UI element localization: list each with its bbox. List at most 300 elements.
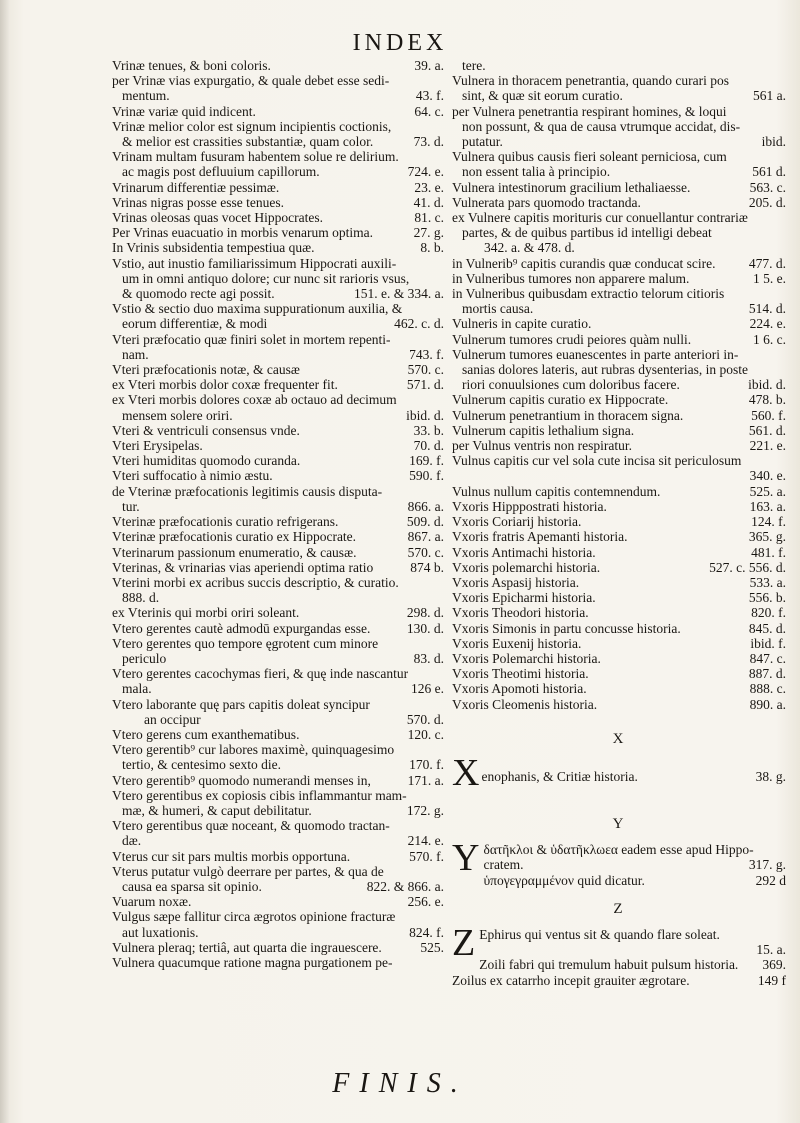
index-entry-text: Vterinæ præfocationis curatio refrigerans. — [112, 514, 339, 530]
index-entry — [112, 286, 444, 301]
index-entry — [112, 88, 444, 103]
index-entry-text: Vxoris Hipppostrati historia. — [452, 498, 607, 514]
index-entry-ref: ibid. d. — [748, 377, 786, 393]
index-entry-ref: 477. d. — [748, 255, 786, 271]
index-entry — [452, 149, 786, 164]
index-entry-ref: 527. c. 556. d. — [709, 559, 786, 575]
index-entry-text: Vuarum noxæ. — [112, 894, 192, 910]
index-entry-text: Vteri præfocationis notæ, & causæ — [112, 362, 300, 378]
index-entry-text: Vtero laborante quę pars capitis doleat syncipur — [112, 696, 370, 712]
index-entry-ref: 70. d. — [413, 438, 444, 454]
index-entry — [112, 879, 444, 894]
index-entry-text: per Vulnus ventris non respiratur. — [452, 438, 633, 454]
index-entry-ref: 317. g. — [748, 857, 786, 873]
index-entry-ref: 130. d. — [406, 620, 444, 636]
index-entry — [112, 666, 444, 681]
index-entry-ref: ibid. d. — [406, 407, 444, 423]
index-entry — [452, 316, 786, 331]
index-entry-text: mortis causa. — [462, 301, 534, 317]
index-entry-ref: 170. f. — [409, 757, 444, 773]
index-entry — [452, 180, 786, 195]
index-entry-text: mæ, & humeri, & caput debilitatur. — [122, 802, 312, 818]
index-entry-text: Vxoris Euxenij historia. — [452, 635, 582, 651]
index-entry-ref: 509. d. — [406, 514, 444, 530]
index-entry-text: 888. d. — [122, 590, 160, 606]
index-entry-text: Vtero gerentib⁹ cur labores maximè, quinquagesimo — [112, 742, 395, 758]
index-entry-text: de Vterinæ præfocationis legitimis causis disputa- — [112, 483, 383, 499]
index-entry-text: eorum differentiæ, & modi — [122, 316, 268, 332]
index-entry-text: aut luxationis. — [122, 924, 199, 940]
index-entry — [112, 499, 444, 514]
index-entry — [112, 621, 444, 636]
index-entry-ref: 571. d. — [406, 377, 444, 393]
index-entry-ref: 340. e. — [749, 468, 786, 484]
index-entry — [452, 377, 786, 392]
index-entry — [112, 164, 444, 179]
index-entry-ref: 15. a. — [756, 942, 786, 958]
index-entry-text: nam. — [122, 346, 149, 362]
index-entry-ref: 874 b. — [410, 559, 444, 575]
index-entry-ref: 824. f. — [409, 924, 444, 940]
index-entry — [452, 666, 786, 681]
index-entry-text: Vulnerum capitis lethalium signa. — [452, 422, 635, 438]
index-entry-text: Vrinæ melior color est signum incipientis coctionis, — [112, 118, 392, 134]
index-entry — [452, 468, 786, 483]
index-entry-ref: 887. d. — [748, 666, 786, 682]
index-entry — [112, 788, 444, 803]
section-z-entry — [452, 927, 786, 988]
index-entry-ref: 214. e. — [407, 833, 444, 849]
index-entry-text: Vrinam multam fusuram habentem solue re delirium. — [112, 149, 399, 165]
index-entry — [452, 332, 786, 347]
index-entry-ref: 563. c. — [749, 179, 786, 195]
index-entry — [452, 529, 786, 544]
index-entry-text: riori conuulsiones cum doloribus facere. — [462, 377, 680, 393]
index-entry-ref: 525. a. — [749, 483, 786, 499]
section-letter-x: X — [612, 730, 626, 747]
index-entry-ref: 570. d. — [406, 711, 444, 727]
index-entry-text: Vulnerum penetrantium in thoracem signa. — [452, 407, 684, 423]
index-entry-text: an occipur — [144, 711, 201, 727]
finis-colophon: FINIS. — [332, 1068, 468, 1099]
index-entry-ref: 149 f — [757, 972, 786, 988]
index-entry-text: δατῆκλοι & ὑδατῆκλωεα eadem esse apud Hippo- — [483, 842, 754, 858]
index-entry — [112, 605, 444, 620]
index-entry-ref: 41. d. — [413, 194, 444, 210]
index-entry-text: Vxoris fratris Apemanti historia. — [452, 529, 628, 545]
index-entry-ref: 73. d. — [413, 134, 444, 150]
index-entry-ref: 205. d. — [748, 194, 786, 210]
index-entry — [112, 894, 444, 909]
drop-cap-y: Y — [452, 842, 480, 880]
index-entry-ref: 221. e. — [749, 438, 786, 454]
drop-cap-x: X — [452, 756, 480, 789]
index-entry-ref: 64. c. — [414, 103, 444, 119]
index-entry — [452, 210, 786, 225]
index-entry — [112, 909, 444, 924]
index-entry — [452, 240, 786, 255]
index-entry-text: Vterus putatur vulgò deerrare per partes, & qua de — [112, 863, 384, 879]
index-entry-ref: ibid. — [761, 134, 786, 150]
index-entry-text: Vulnerum capitis curatio ex Hippocrate. — [452, 392, 669, 408]
index-entry-ref: 845. d. — [748, 620, 786, 636]
index-entry-ref: 561 d. — [752, 164, 786, 180]
index-entry-text: in Vulneribus quibusdam extractio telorum citioris — [452, 286, 725, 302]
index-entry-text: ex Vteri morbis dolor coxæ frequenter fit. — [112, 377, 338, 393]
index-entry — [112, 757, 444, 772]
index-entry — [452, 651, 786, 666]
index-entry-text: Zoilus ex catarrho incepit grauiter ægrotare. — [452, 972, 690, 988]
index-entry-ref: 514. d. — [748, 301, 786, 317]
index-entry — [112, 362, 444, 377]
index-entry — [112, 697, 444, 712]
index-entry — [112, 225, 444, 240]
index-entry — [452, 362, 786, 377]
index-entry-ref: 525. — [420, 939, 444, 955]
page-binding-edge — [0, 0, 10, 1123]
index-entry — [452, 499, 786, 514]
index-entry-text: Vterus cur sit pars multis morbis opportuna. — [112, 848, 351, 864]
index-entry-text: Per Vrinas euacuatio in morbis venarum optima. — [112, 225, 374, 241]
index-entries-right — [452, 58, 786, 712]
index-entry-ref: 120. c. — [407, 726, 444, 742]
index-entry-ref: 23. e. — [414, 179, 444, 195]
index-entry-text: & quomodo recte agi possit. — [122, 286, 275, 302]
index-entry — [112, 651, 444, 666]
index-entry — [112, 347, 444, 362]
index-entry-ref: 478. b. — [748, 392, 786, 408]
index-entry-ref: 570. f. — [409, 848, 444, 864]
index-entry — [112, 423, 444, 438]
index-entry-text: Vulnera quacumque ratione magna purgationem pe- — [112, 954, 393, 970]
section-letter-y: Y — [612, 815, 626, 832]
index-entry — [112, 742, 444, 757]
index-entry-ref: 1 5. e. — [753, 270, 786, 286]
index-entry-ref: 590. f. — [409, 468, 444, 484]
index-entry — [452, 195, 786, 210]
index-entry — [452, 73, 786, 88]
index-entry-text: Vterinæ præfocationis curatio ex Hippocrate. — [112, 529, 357, 545]
index-entry-text: ac magis post defluuium capillorum. — [122, 164, 320, 180]
index-entry-ref: 83. d. — [413, 650, 444, 666]
index-entry — [112, 727, 444, 742]
index-entry — [112, 636, 444, 651]
index-entry — [112, 392, 444, 407]
index-entry — [112, 73, 444, 88]
index-entry-text: causa ea sparsa sit opinio. — [122, 878, 262, 894]
index-entry — [452, 438, 786, 453]
index-column-left — [112, 58, 444, 970]
index-entry — [112, 210, 444, 225]
index-entry-ref: 867. a. — [407, 529, 444, 545]
index-entry — [112, 681, 444, 696]
index-entry — [452, 681, 786, 696]
index-entry-text: Vtero gerentes cacochymas fieri, & quę inde nascantur — [112, 666, 409, 682]
index-entry-text: Ephirus qui ventus sit & quando flare soleat. — [479, 926, 720, 942]
index-entry — [112, 955, 444, 970]
index-entry — [112, 332, 444, 347]
index-entry-text: per Vulnera penetrantia respirant homines, & loqui — [452, 103, 727, 119]
index-entry-text: Vtero gerentibus quæ noceant, & quomodo tractan- — [112, 818, 390, 834]
index-entry-text: Vulgus sæpe fallitur circa ægrotos opinione fracturæ — [112, 909, 396, 925]
index-entry-text: sanias dolores lateris, aut rubras dysenterias, in poste — [462, 362, 749, 378]
index-entry — [452, 134, 786, 149]
index-entry — [452, 104, 786, 119]
index-entry-ref: 1 6. c. — [753, 331, 786, 347]
index-entry — [452, 605, 786, 620]
index-entry-text: Vrinas oleosas quas vocet Hippocrates. — [112, 210, 324, 226]
index-entry-text: per Vrinæ vias expurgatio, & quale debet esse sedi- — [112, 73, 390, 89]
section-letter-z: Z — [613, 900, 625, 917]
index-entry — [112, 545, 444, 560]
index-entry — [452, 621, 786, 636]
index-entry — [452, 590, 786, 605]
index-entry-text: Vtero gerentes quo tempore ęgrotent cum minore — [112, 635, 379, 651]
index-entry-ref: 38. g. — [755, 768, 786, 784]
index-entry — [452, 423, 786, 438]
index-entry — [452, 560, 786, 575]
index-entry-text: Vstio & sectio duo maxima suppurationum auxilia, & — [112, 301, 403, 317]
index-entry-text: Vxoris Simonis in partu concusse historia. — [452, 620, 681, 636]
index-entry-text: Vxoris Antimachi historia. — [452, 544, 596, 560]
index-entry — [112, 316, 444, 331]
index-entry — [112, 104, 444, 119]
index-entry-text: Vtero gerentibus ex copiosis cibis inflammantur mam- — [112, 787, 407, 803]
index-entry — [112, 712, 444, 727]
index-entry-text: Vulnus nullum capitis contemnendum. — [452, 483, 661, 499]
index-entry — [452, 164, 786, 179]
index-entry — [452, 636, 786, 651]
index-entry — [452, 453, 786, 468]
index-entry-text: Vterinarum passionum enumeratio, & causæ. — [112, 544, 357, 560]
index-entry — [112, 560, 444, 575]
index-entry — [112, 484, 444, 499]
index-entry-text: partes, & de quibus partibus id intelligi debeat — [462, 225, 712, 241]
index-entry-text: sint, & quæ sit eorum curatio. — [462, 88, 623, 104]
index-entry-text: ex Vulnere capitis morituris cur conuellantur contrariæ — [452, 210, 748, 226]
index-entry-text: dæ. — [122, 833, 142, 849]
index-entry — [452, 58, 786, 73]
index-entry-ref: 171. a. — [407, 772, 444, 788]
index-entry-ref: 172. g. — [406, 802, 444, 818]
index-entry-ref: 820. f. — [751, 605, 786, 621]
index-entry-ref: 570. c. — [407, 362, 444, 378]
index-entry-text: mala. — [122, 681, 152, 697]
index-entry-text: putatur. — [462, 134, 503, 150]
index-entry-text: periculo — [122, 650, 167, 666]
index-entry — [112, 58, 444, 73]
index-entry — [112, 149, 444, 164]
index-entry — [452, 286, 786, 301]
index-entry-ref: 556. b. — [748, 590, 786, 606]
index-entry — [112, 818, 444, 833]
index-entry-text: Vxoris Theotimi historia. — [452, 666, 589, 682]
index-entry-ref: 124. f. — [751, 514, 786, 530]
index-entry-text: Vrinæ variæ quid indicent. — [112, 103, 256, 119]
index-entry-text: Vxoris Epicharmi historia. — [452, 590, 596, 606]
index-entry-text: Vulnus capitis cur vel sola cute incisa sit periculosum — [452, 453, 742, 469]
index-entry-text: Vrinas nigras posse esse tenues. — [112, 194, 285, 210]
index-entry — [452, 88, 786, 103]
index-entry-text: Vxoris Coriarij historia. — [452, 514, 582, 530]
index-entry-text: Vxoris Apomoti historia. — [452, 681, 587, 697]
index-entry-ref: 39. a. — [414, 58, 444, 73]
index-entry-ref: 561. d. — [748, 422, 786, 438]
index-entry-ref: 724. e. — [407, 164, 444, 180]
index-entry — [452, 225, 786, 240]
index-entry — [112, 833, 444, 848]
index-entry-text: Vteri suffocatio à nimio æstu. — [112, 468, 273, 484]
index-entry-ref: 163. a. — [749, 498, 786, 514]
index-entry-ref: 847. c. — [749, 650, 786, 666]
index-entry — [112, 195, 444, 210]
index-entry — [112, 180, 444, 195]
index-entry-text: ὑπογεγραμμένον quid dicatur. — [483, 872, 645, 888]
index-entry-text: Vtero gerens cum exanthematibus. — [112, 726, 300, 742]
index-entry — [112, 256, 444, 271]
index-entry-text: In Vrinis subsidentia tempestiua quæ. — [112, 240, 315, 256]
index-entry-ref: 292 d — [755, 872, 786, 888]
index-entry — [112, 438, 444, 453]
index-entry-text: Vtero gerentes cautè admodū expurgandas esse. — [112, 620, 371, 636]
index-entry — [452, 575, 786, 590]
index-entry-text: um in omni antiquo dolore; cur nunc sit rarioris vsus, — [122, 270, 410, 286]
index-entry-ref: 570. c. — [407, 544, 444, 560]
index-entry-text: Vxoris polemarchi historia. — [452, 559, 601, 575]
index-entry-text: & melior est crassities substantiæ, quam color. — [122, 134, 374, 150]
index-entry-text: Vteri & ventriculi consensus vnde. — [112, 422, 300, 438]
index-entry-text: mensem solere oriri. — [122, 407, 233, 423]
index-entry-text: ex Vterinis qui morbi oriri soleant. — [112, 605, 300, 621]
index-entry-ref: 888. c. — [749, 681, 786, 697]
index-entry-ref: 81. c. — [414, 210, 444, 226]
index-entry-text: enophanis, & Critiæ historia. — [481, 768, 638, 784]
index-entry-ref: 27. g. — [413, 225, 444, 241]
index-entry-text: cratem. — [483, 857, 524, 873]
index-entry-text: Vrinæ tenues, & boni coloris. — [112, 58, 271, 73]
index-entry — [112, 864, 444, 879]
index-entry — [112, 940, 444, 955]
index-entry — [112, 849, 444, 864]
index-entry-ref: 462. c. d. — [394, 316, 444, 332]
index-entry — [452, 347, 786, 362]
index-entry-text: Vulnerum tumores euanescentes in parte anteriori in- — [452, 346, 739, 362]
index-entry — [112, 773, 444, 788]
index-entry-ref: 126 e. — [411, 681, 444, 697]
index-entry-text: non essent talia à principio. — [462, 164, 611, 180]
index-entry — [112, 514, 444, 529]
index-entry — [112, 377, 444, 392]
index-entry-text: tere. — [462, 58, 486, 73]
index-entry-text: in Vulneribus tumores non apparere malum. — [452, 270, 690, 286]
index-entry-text: Vxoris Polemarchi historia. — [452, 650, 601, 666]
index-entry-text: Vxoris Theodori historia. — [452, 605, 589, 621]
index-entry-ref: 369. — [762, 957, 786, 973]
index-entry — [452, 256, 786, 271]
index-entry-ref: 866. a. — [407, 498, 444, 514]
index-entry-ref: 151. e. & 334. a. — [354, 286, 444, 302]
index-entry-ref: 33. b. — [413, 422, 444, 438]
index-entry-ref: 743. f. — [409, 346, 444, 362]
index-entry-ref: 256. e. — [407, 894, 444, 910]
index-entry-text: Vulnerum tumores crudi peiores quàm nulli. — [452, 331, 692, 347]
index-entry-text: Vterini morbi ex acribus succis descriptio, & curatio. — [112, 574, 399, 590]
index-entry-text: Vteri Erysipelas. — [112, 438, 203, 454]
index-entry — [112, 575, 444, 590]
index-entry — [112, 408, 444, 423]
index-entry-ref: 481. f. — [751, 544, 786, 560]
index-entry-text: Vulnera intestinorum gracilium lethaliaesse. — [452, 179, 691, 195]
index-entry-text: mentum. — [122, 88, 170, 104]
index-entry-text: Vtero gerentib⁹ quomodo numerandi menses in, — [112, 772, 371, 788]
index-entry-text: Vterinas, & vrinarias vias aperiendi optima ratio — [112, 559, 374, 575]
index-entry — [112, 925, 444, 940]
index-entry — [112, 301, 444, 316]
index-entry — [112, 590, 444, 605]
index-entry-ref: 822. & 866. a. — [366, 878, 444, 894]
index-entry — [112, 271, 444, 286]
index-entry — [112, 453, 444, 468]
index-entry-text: Vulnera pleraq; tertiâ, aut quarta die ingrauescere. — [112, 939, 382, 955]
index-entry — [452, 545, 786, 560]
index-entry-ref: 365. g. — [748, 529, 786, 545]
index-entry-ref: 169. f. — [409, 453, 444, 469]
index-entry — [452, 514, 786, 529]
index-entry-text: Vulnera in thoracem penetrantia, quando curari pos — [452, 73, 729, 89]
index-entry-ref: 43. f. — [415, 88, 444, 104]
index-entry-text: Vstio, aut inustio familiarissimum Hippocrati auxili- — [112, 255, 397, 271]
index-entry-text: Vrinarum differentiæ pessimæ. — [112, 179, 280, 195]
index-entry — [112, 803, 444, 818]
section-x-entry — [452, 757, 786, 789]
index-entry-text: tertio, & centesimo sexto die. — [122, 757, 281, 773]
index-entry — [452, 392, 786, 407]
index-entry — [452, 408, 786, 423]
index-entry-text: Vxoris Cleomenis historia. — [452, 696, 598, 712]
index-entry — [112, 134, 444, 149]
drop-cap-z: Z — [452, 926, 476, 964]
index-entry-text: 342. a. & 478. d. — [484, 240, 575, 256]
index-entry-text: tur. — [122, 498, 140, 514]
index-entry-text: Zoili fabri qui tremulum habuit pulsum historia. — [479, 957, 739, 973]
index-entry-text: non possunt, & qua de causa vtrumque accidat, dis- — [462, 118, 741, 134]
index-entry — [112, 529, 444, 544]
index-entry-text: Vulneris in capite curatio. — [452, 316, 592, 332]
index-entry-text: Vteri humiditas quomodo curanda. — [112, 453, 301, 469]
index-entry-text: Vulnera quibus causis fieri soleant perniciosa, cum — [452, 149, 727, 165]
index-entry-ref: 561 a. — [753, 88, 786, 104]
index-entry — [452, 271, 786, 286]
index-entry-ref: 298. d. — [406, 605, 444, 621]
section-y-entry — [452, 842, 786, 888]
index-entry — [112, 468, 444, 483]
index-entry-text: in Vulnerib⁹ capitis curandis quæ conducat scire. — [452, 255, 716, 271]
index-entry-ref: ibid. f. — [750, 635, 786, 651]
index-entry-text: Vulnerata pars quomodo tractanda. — [452, 194, 641, 210]
index-entry-ref: 224. e. — [749, 316, 786, 332]
index-entry — [452, 301, 786, 316]
page-title: INDEX — [352, 30, 448, 56]
index-entry — [112, 240, 444, 255]
index-entry-text: Vteri præfocatio quæ finiri solet in mortem repenti- — [112, 331, 391, 347]
index-entry — [452, 697, 786, 712]
index-column-right — [452, 58, 786, 988]
index-entry-ref: 8. b. — [420, 240, 444, 256]
index-entry-ref: 890. a. — [749, 696, 786, 712]
index-entry — [452, 119, 786, 134]
index-entry-text: ex Vteri morbis dolores coxæ ab octauo ad decimum — [112, 392, 397, 408]
index-entry-ref: 533. a. — [749, 574, 786, 590]
